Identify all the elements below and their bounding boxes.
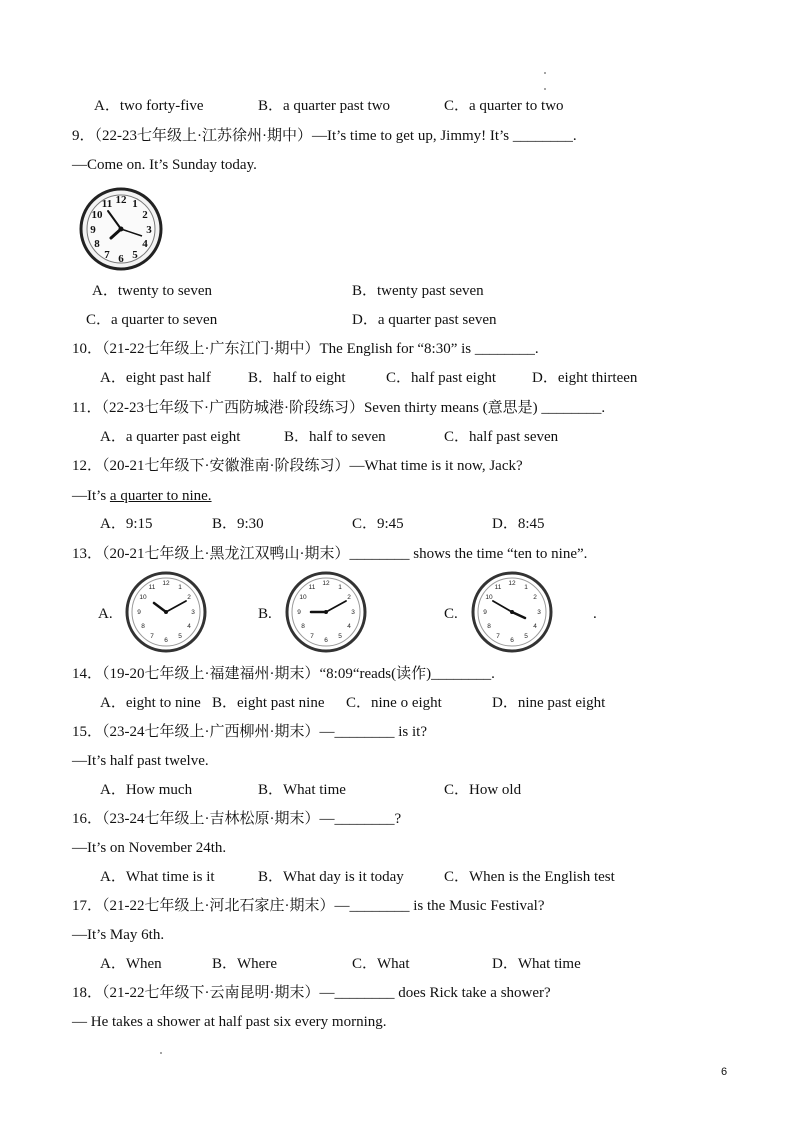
q9-option-d: D．a quarter past seven: [352, 312, 497, 328]
q14-stem: [72, 664, 495, 684]
q12-reply: [72, 486, 212, 506]
q9-numeral-1: 1: [132, 198, 138, 210]
q16-option-a: A．What time is it: [100, 869, 215, 885]
q9-text: （22-23七年级上·江苏徐州·期中）—It’s time to get up, Jimmy! It’s ________.: [94, 128, 577, 144]
q10-option-c: C．half past eight: [386, 370, 496, 386]
q9-numeral-11: 11: [101, 198, 113, 210]
q12-text: （20-21七年级下·安徽淮南·阶段练习）—What time is it now, Jack?: [102, 458, 523, 474]
q14-option-d: D．nine past eight: [492, 695, 606, 711]
q18-stem: [72, 983, 551, 1003]
q14-option-a: A．eight to nine: [100, 695, 201, 711]
q13-option-c-label: C.: [444, 606, 458, 622]
q11-option-a: A．a quarter past eight: [100, 429, 241, 445]
page-number: 6: [721, 1066, 728, 1078]
q12-option-d: D．8:45: [492, 516, 545, 532]
clock-c-numeral-12: 12: [508, 580, 516, 587]
q18-text: （21-22七年级下·云南昆明·期末）—________ does Rick take a shower?: [102, 985, 551, 1001]
q17-option-a: A．When: [100, 956, 162, 972]
q10-number: 10．: [72, 341, 103, 357]
q8-option-c: C．a quarter to two: [444, 98, 564, 114]
q11-option-c: C．half past seven: [444, 429, 559, 445]
scan-dot: [544, 88, 546, 90]
scan-dot: [160, 1052, 162, 1054]
q15-text: （23-24七年级上·广西柳州·期末）—________ is it?: [102, 724, 427, 740]
clock-c-numeral-10: 10: [485, 594, 493, 601]
q11-number: 11．: [72, 400, 102, 416]
q10-option-a: A．eight past half: [100, 370, 211, 386]
q17-reply: —It’s May 6th.: [72, 927, 165, 943]
q13-text: （20-21七年级上·黑龙江双鸭山·期末）________ shows the time “ten to nine”.: [102, 546, 588, 562]
q13-trailing-period: .: [593, 606, 597, 622]
q12-reply-prefix: —It’s: [72, 488, 110, 504]
clock-c-numeral-6: 6: [510, 637, 514, 644]
q17-option-c: C．What: [352, 956, 410, 972]
clock-a-numeral-10: 10: [139, 594, 147, 601]
clock-a-numeral-4: 4: [187, 623, 191, 630]
q16-option-c: C．When is the English test: [444, 869, 615, 885]
q10-text: （21-22七年级上·广东江门·期中）The English for “8:30” is ________.: [102, 341, 539, 357]
q11-text: （22-23七年级下·广西防城港·阶段练习）Seven thirty means (意思是) ________.: [101, 400, 606, 416]
q17-option-d: D．What time: [492, 956, 581, 972]
q15-number: 15．: [72, 724, 103, 740]
clock-c-numeral-3: 3: [537, 609, 541, 616]
q9-numeral-8: 8: [94, 238, 100, 250]
q11-option-b: B．half to seven: [284, 429, 386, 445]
clock-c-numeral-4: 4: [533, 623, 537, 630]
q13-clock-b: [284, 570, 368, 654]
q9-numeral-5: 5: [132, 249, 138, 261]
q16-reply: —It’s on November 24th.: [72, 840, 227, 856]
clock-b-numeral-3: 3: [351, 609, 355, 616]
clock-b-numeral-12: 12: [322, 580, 330, 587]
q9-numeral-3: 3: [146, 224, 152, 236]
clock-c-numeral-5: 5: [524, 633, 528, 640]
clock-b-numeral-10: 10: [299, 594, 307, 601]
q10-option-d: D．eight thirteen: [532, 370, 638, 386]
q9-reply: —Come on. It’s Sunday today.: [72, 157, 257, 173]
clock-b-numeral-4: 4: [347, 623, 351, 630]
clock-b-numeral-2: 2: [347, 594, 351, 601]
q17-stem: [72, 896, 545, 916]
q11-stem: [72, 398, 605, 418]
q13-clock-c: [470, 570, 554, 654]
clock-a-numeral-3: 3: [191, 609, 195, 616]
q13-number: 13．: [72, 546, 103, 562]
q12-reply-underlined: a quarter to nine.: [109, 488, 212, 504]
clock-b-numeral-1: 1: [338, 584, 342, 591]
clock-c-numeral-2: 2: [533, 594, 537, 601]
q14-option-b: B．eight past nine: [212, 695, 325, 711]
q13-clock-a: [124, 570, 208, 654]
q18-reply: — He takes a shower at half past six every morning.: [72, 1014, 387, 1030]
q8-option-b: B．a quarter past two: [258, 98, 391, 114]
clock-a-numeral-11: 11: [148, 584, 156, 591]
q17-option-b: B．Where: [212, 956, 277, 972]
q12-option-c: C．9:45: [352, 516, 404, 532]
q16-stem: [72, 809, 401, 829]
q8-option-a: A．two forty-five: [94, 98, 204, 114]
q12-number: 12．: [72, 458, 103, 474]
clock-a-numeral-9: 9: [137, 609, 141, 616]
clock-c-numeral-11: 11: [494, 584, 502, 591]
q14-option-c: C．nine o eight: [346, 695, 442, 711]
q13-option-a-label: A.: [98, 606, 113, 622]
q9-numeral-2: 2: [142, 209, 148, 221]
q12-option-a: A．9:15: [100, 516, 153, 532]
clock-b-numeral-6: 6: [324, 637, 328, 644]
clock-a-numeral-5: 5: [178, 633, 182, 640]
q17-number: 17．: [72, 898, 103, 914]
clock-a-numeral-8: 8: [141, 623, 145, 630]
q13-stem: [72, 544, 587, 564]
q9-numeral-12: 12: [115, 194, 127, 206]
q9-numeral-9: 9: [90, 224, 96, 236]
scan-dot: [544, 72, 546, 74]
clock-b-numeral-9: 9: [297, 609, 301, 616]
q9-number: 9．: [72, 128, 95, 144]
q9-numeral-10: 10: [91, 209, 103, 221]
q9-wall-clock-image: [78, 186, 164, 272]
clock-a-numeral-6: 6: [164, 637, 168, 644]
q16-number: 16．: [72, 811, 103, 827]
q13-option-b-label: B.: [258, 606, 272, 622]
q9-option-c: C．a quarter to seven: [86, 312, 218, 328]
q9-numeral-6: 6: [118, 253, 124, 265]
q9-numeral-4: 4: [142, 238, 148, 250]
q15-option-a: A．How much: [100, 782, 193, 798]
q15-option-b: B．What time: [258, 782, 346, 798]
q9-numeral-7: 7: [104, 249, 110, 261]
q14-text: （19-20七年级上·福建福州·期末）“8:09“reads(读作)________.: [102, 666, 495, 682]
clock-b-numeral-8: 8: [301, 623, 305, 630]
clock-a-numeral-12: 12: [162, 580, 170, 587]
clock-c-numeral-1: 1: [524, 584, 528, 591]
q17-text: （21-22七年级上·河北石家庄·期末）—________ is the Music Festival?: [102, 898, 545, 914]
q15-stem: [72, 722, 427, 742]
q14-number: 14．: [72, 666, 103, 682]
q12-stem: [72, 456, 523, 476]
clock-b-numeral-7: 7: [310, 633, 314, 640]
clock-a-numeral-7: 7: [150, 633, 154, 640]
q16-text: （23-24七年级上·吉林松原·期末）—________?: [102, 811, 402, 827]
q15-reply: —It’s half past twelve.: [72, 753, 209, 769]
clock-c-numeral-9: 9: [483, 609, 487, 616]
clock-b-numeral-5: 5: [338, 633, 342, 640]
q10-stem: [72, 339, 539, 359]
clock-b-numeral-11: 11: [308, 584, 316, 591]
q10-option-b: B．half to eight: [248, 370, 346, 386]
q18-number: 18．: [72, 985, 103, 1001]
q16-option-b: B．What day is it today: [258, 869, 404, 885]
clock-a-numeral-2: 2: [187, 594, 191, 601]
q12-option-b: B．9:30: [212, 516, 264, 532]
clock-c-numeral-8: 8: [487, 623, 491, 630]
q9-stem: [72, 126, 577, 146]
q9-option-b: B．twenty past seven: [352, 283, 484, 299]
clock-a-numeral-1: 1: [178, 584, 182, 591]
q15-option-c: C．How old: [444, 782, 522, 798]
clock-c-numeral-7: 7: [496, 633, 500, 640]
q9-option-a: A．twenty to seven: [92, 283, 212, 299]
